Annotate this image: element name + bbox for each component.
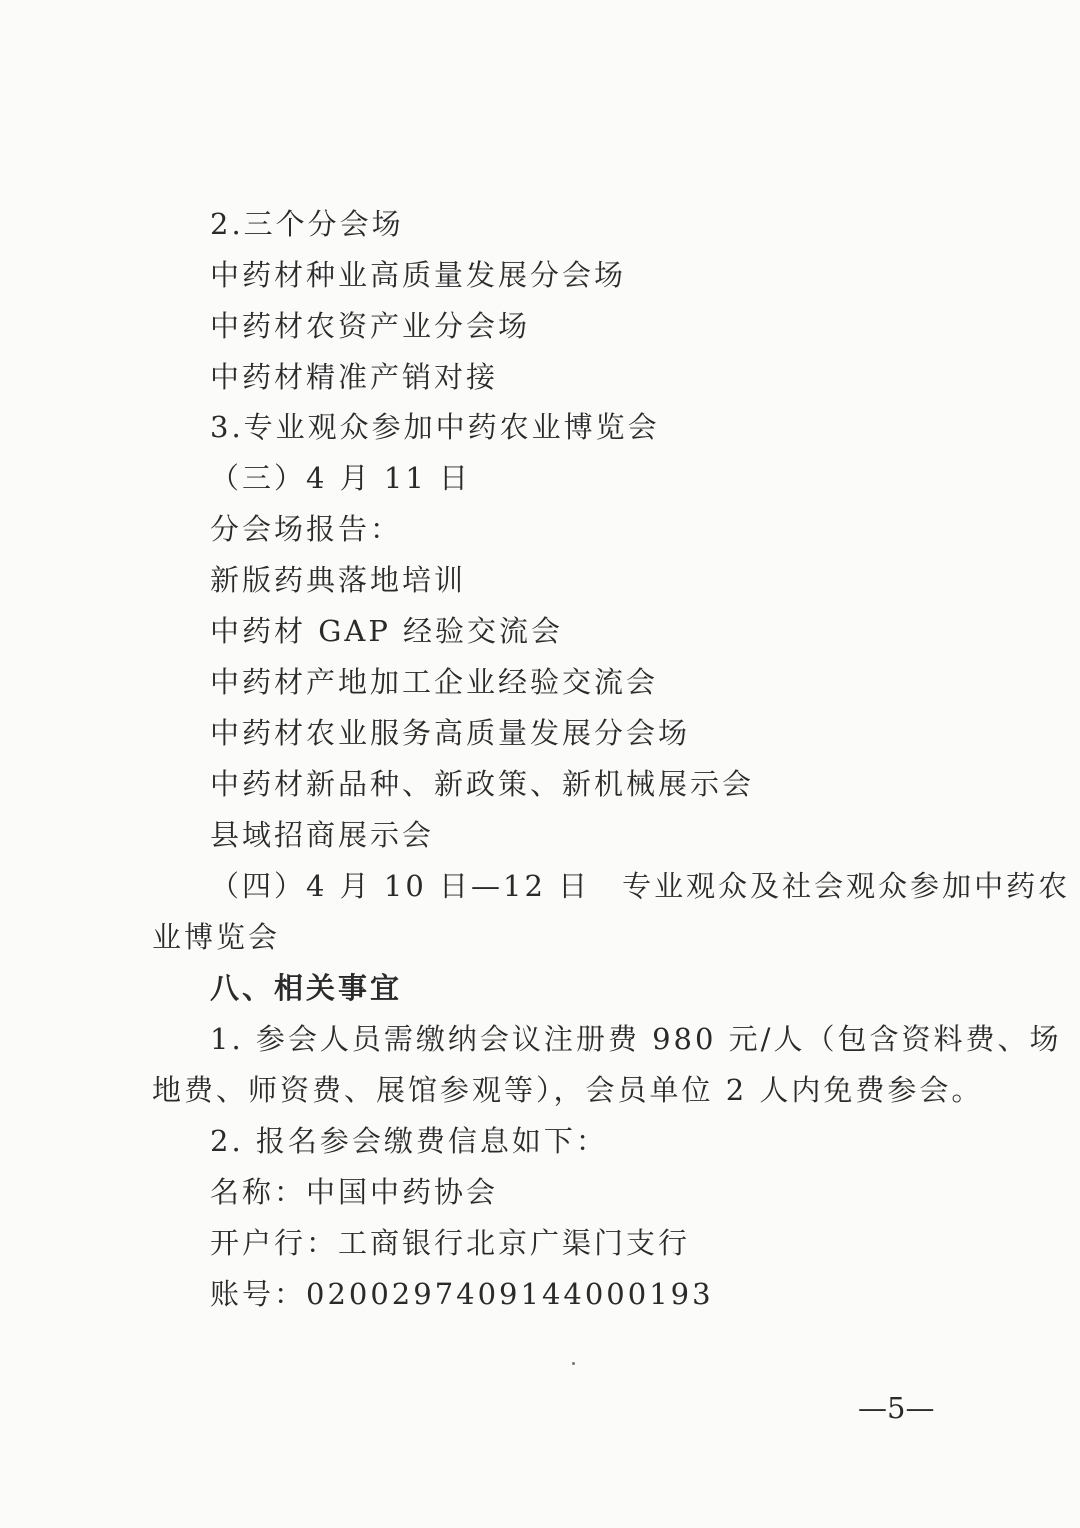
payment-account-number: 账号：0200297409144000193 <box>210 1277 714 1311</box>
date-heading-april-10-12: （四）4 月 10 日—12 日 专业观众及社会观众参加中药农 <box>210 869 1071 903</box>
scan-speck <box>572 1362 575 1365</box>
payment-bank: 开户行：工商银行北京广渠门支行 <box>210 1226 691 1260</box>
subsection-three-venues: 2.三个分会场 <box>210 207 404 241</box>
report-new-varieties-showcase: 中药材新品种、新政策、新机械展示会 <box>210 767 755 801</box>
section-heading-related-matters: 八、相关事宜 <box>210 971 403 1005</box>
payment-account-name: 名称：中国中药协会 <box>210 1175 499 1209</box>
venue-seed-industry: 中药材种业高质量发展分会场 <box>210 258 627 292</box>
report-agri-services: 中药材农业服务高质量发展分会场 <box>210 716 691 750</box>
report-gap-exchange: 中药材 GAP 经验交流会 <box>210 614 564 648</box>
item-registration-fee-continued: 地费、师资费、展馆参观等），会员单位 2 人内免费参会。 <box>152 1073 984 1107</box>
date-heading-april-10-12-continued: 业博览会 <box>152 920 281 954</box>
venue-production-sales: 中药材精准产销对接 <box>210 360 499 394</box>
subsection-expo-visit: 3.专业观众参加中药农业博览会 <box>210 410 660 444</box>
date-heading-april-11: （三）4 月 11 日 <box>210 461 472 495</box>
breakout-reports-label: 分会场报告： <box>210 512 403 546</box>
item-payment-info: 2. 报名参会缴费信息如下： <box>210 1124 608 1158</box>
item-registration-fee: 1. 参会人员需缴纳会议注册费 980 元/人（包含资料费、场 <box>210 1022 1062 1056</box>
report-pharmacopoeia-training: 新版药典落地培训 <box>210 563 467 597</box>
report-county-investment: 县域招商展示会 <box>210 818 435 852</box>
venue-agri-inputs: 中药材农资产业分会场 <box>210 309 531 343</box>
page-number: —5— <box>858 1391 935 1425</box>
report-processing-exchange: 中药材产地加工企业经验交流会 <box>210 665 659 699</box>
